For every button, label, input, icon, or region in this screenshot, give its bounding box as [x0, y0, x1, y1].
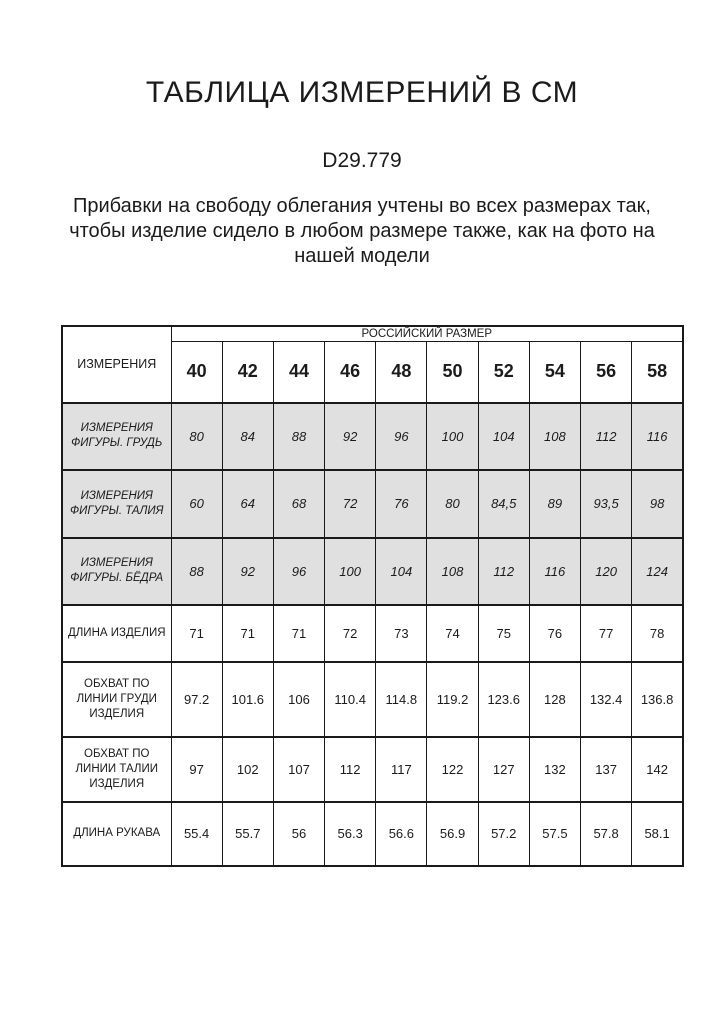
- table-row-figure-hips: [62, 538, 683, 605]
- value-cell: 73: [376, 605, 427, 662]
- value-cell: 100: [427, 403, 478, 470]
- value-cell: 137: [581, 737, 632, 802]
- value-cell: 68: [273, 470, 324, 538]
- value-cell: 84,5: [478, 470, 529, 538]
- value-cell: 96: [376, 403, 427, 470]
- value-cell: 77: [581, 605, 632, 662]
- measurements-column-header: ИЗМЕРЕНИЯ: [62, 326, 171, 403]
- row-label: ИЗМЕРЕНИЯ ФИГУРЫ. ГРУДЬ: [62, 403, 171, 470]
- size-group-header-row: [62, 326, 683, 342]
- value-cell: 88: [273, 403, 324, 470]
- value-cell: 119.2: [427, 662, 478, 737]
- value-cell: 112: [478, 538, 529, 605]
- value-cell: 132: [529, 737, 580, 802]
- value-cell: 58.1: [632, 802, 683, 866]
- russian-size-header: РОССИЙСКИЙ РАЗМЕР: [171, 326, 683, 342]
- value-cell: 93,5: [581, 470, 632, 538]
- value-cell: 136.8: [632, 662, 683, 737]
- value-cell: 56.6: [376, 802, 427, 866]
- value-cell: 98: [632, 470, 683, 538]
- size-header-cell: 48: [376, 342, 427, 403]
- size-header-cell: 52: [478, 342, 529, 403]
- row-label: ОБХВАТ ПО ЛИНИИ ТАЛИИ ИЗДЕЛИЯ: [62, 737, 171, 802]
- table-row-waist-girth: [62, 737, 683, 802]
- product-code: D29.779: [322, 149, 402, 172]
- value-cell: 78: [632, 605, 683, 662]
- value-cell: 107: [273, 737, 324, 802]
- value-cell: 92: [325, 403, 376, 470]
- value-cell: 88: [171, 538, 222, 605]
- size-header-cell: 50: [427, 342, 478, 403]
- value-cell: 55.7: [222, 802, 273, 866]
- table-row-item-length: [62, 605, 683, 662]
- value-cell: 96: [273, 538, 324, 605]
- size-header-cell: 54: [529, 342, 580, 403]
- value-cell: 106: [273, 662, 324, 737]
- value-cell: 56: [273, 802, 324, 866]
- value-cell: 117: [376, 737, 427, 802]
- value-cell: 104: [376, 538, 427, 605]
- value-cell: 123.6: [478, 662, 529, 737]
- size-header-cell: 58: [632, 342, 683, 403]
- table-row-chest-girth: [62, 662, 683, 737]
- value-cell: 57.5: [529, 802, 580, 866]
- value-cell: 80: [171, 403, 222, 470]
- value-cell: 89: [529, 470, 580, 538]
- value-cell: 71: [222, 605, 273, 662]
- size-header-cell: 42: [222, 342, 273, 403]
- value-cell: 100: [325, 538, 376, 605]
- value-cell: 72: [325, 605, 376, 662]
- value-cell: 71: [273, 605, 324, 662]
- value-cell: 108: [427, 538, 478, 605]
- row-label: ИЗМЕРЕНИЯ ФИГУРЫ. БЁДРА: [62, 538, 171, 605]
- row-label: ДЛИНА РУКАВА: [62, 802, 171, 866]
- value-cell: 56.3: [325, 802, 376, 866]
- value-cell: 97: [171, 737, 222, 802]
- value-cell: 112: [325, 737, 376, 802]
- table-row-figure-waist: [62, 470, 683, 538]
- value-cell: 122: [427, 737, 478, 802]
- value-cell: 116: [529, 538, 580, 605]
- value-cell: 108: [529, 403, 580, 470]
- value-cell: 57.8: [581, 802, 632, 866]
- value-cell: 56.9: [427, 802, 478, 866]
- row-label: ДЛИНА ИЗДЕЛИЯ: [62, 605, 171, 662]
- value-cell: 55.4: [171, 802, 222, 866]
- table-row-sleeve-length: [62, 802, 683, 866]
- value-cell: 124: [632, 538, 683, 605]
- value-cell: 60: [171, 470, 222, 538]
- measurements-table: [61, 325, 684, 867]
- value-cell: 92: [222, 538, 273, 605]
- size-header-cell: 44: [273, 342, 324, 403]
- value-cell: 76: [529, 605, 580, 662]
- row-label: ИЗМЕРЕНИЯ ФИГУРЫ. ТАЛИЯ: [62, 470, 171, 538]
- value-cell: 57.2: [478, 802, 529, 866]
- value-cell: 72: [325, 470, 376, 538]
- value-cell: 64: [222, 470, 273, 538]
- value-cell: 75: [478, 605, 529, 662]
- value-cell: 102: [222, 737, 273, 802]
- value-cell: 120: [581, 538, 632, 605]
- row-label: ОБХВАТ ПО ЛИНИИ ГРУДИ ИЗДЕЛИЯ: [62, 662, 171, 737]
- size-header-cell: 56: [581, 342, 632, 403]
- value-cell: 101.6: [222, 662, 273, 737]
- size-header-cell: 46: [325, 342, 376, 403]
- value-cell: 132.4: [581, 662, 632, 737]
- fit-note: Прибавки на свободу облегания учтены во всех размерах так, чтобы изделие сидело в любом размере также, как на фото на нашей модели: [69, 195, 655, 267]
- value-cell: 127: [478, 737, 529, 802]
- value-cell: 128: [529, 662, 580, 737]
- page-title: ТАБЛИЦА ИЗМЕРЕНИЙ В СМ: [145, 76, 579, 109]
- value-cell: 84: [222, 403, 273, 470]
- value-cell: 112: [581, 403, 632, 470]
- value-cell: 114.8: [376, 662, 427, 737]
- value-cell: 97.2: [171, 662, 222, 737]
- value-cell: 142: [632, 737, 683, 802]
- table-row-figure-chest: [62, 403, 683, 470]
- size-header-cell: 40: [171, 342, 222, 403]
- value-cell: 71: [171, 605, 222, 662]
- value-cell: 110.4: [325, 662, 376, 737]
- value-cell: 76: [376, 470, 427, 538]
- value-cell: 74: [427, 605, 478, 662]
- value-cell: 116: [632, 403, 683, 470]
- value-cell: 104: [478, 403, 529, 470]
- value-cell: 80: [427, 470, 478, 538]
